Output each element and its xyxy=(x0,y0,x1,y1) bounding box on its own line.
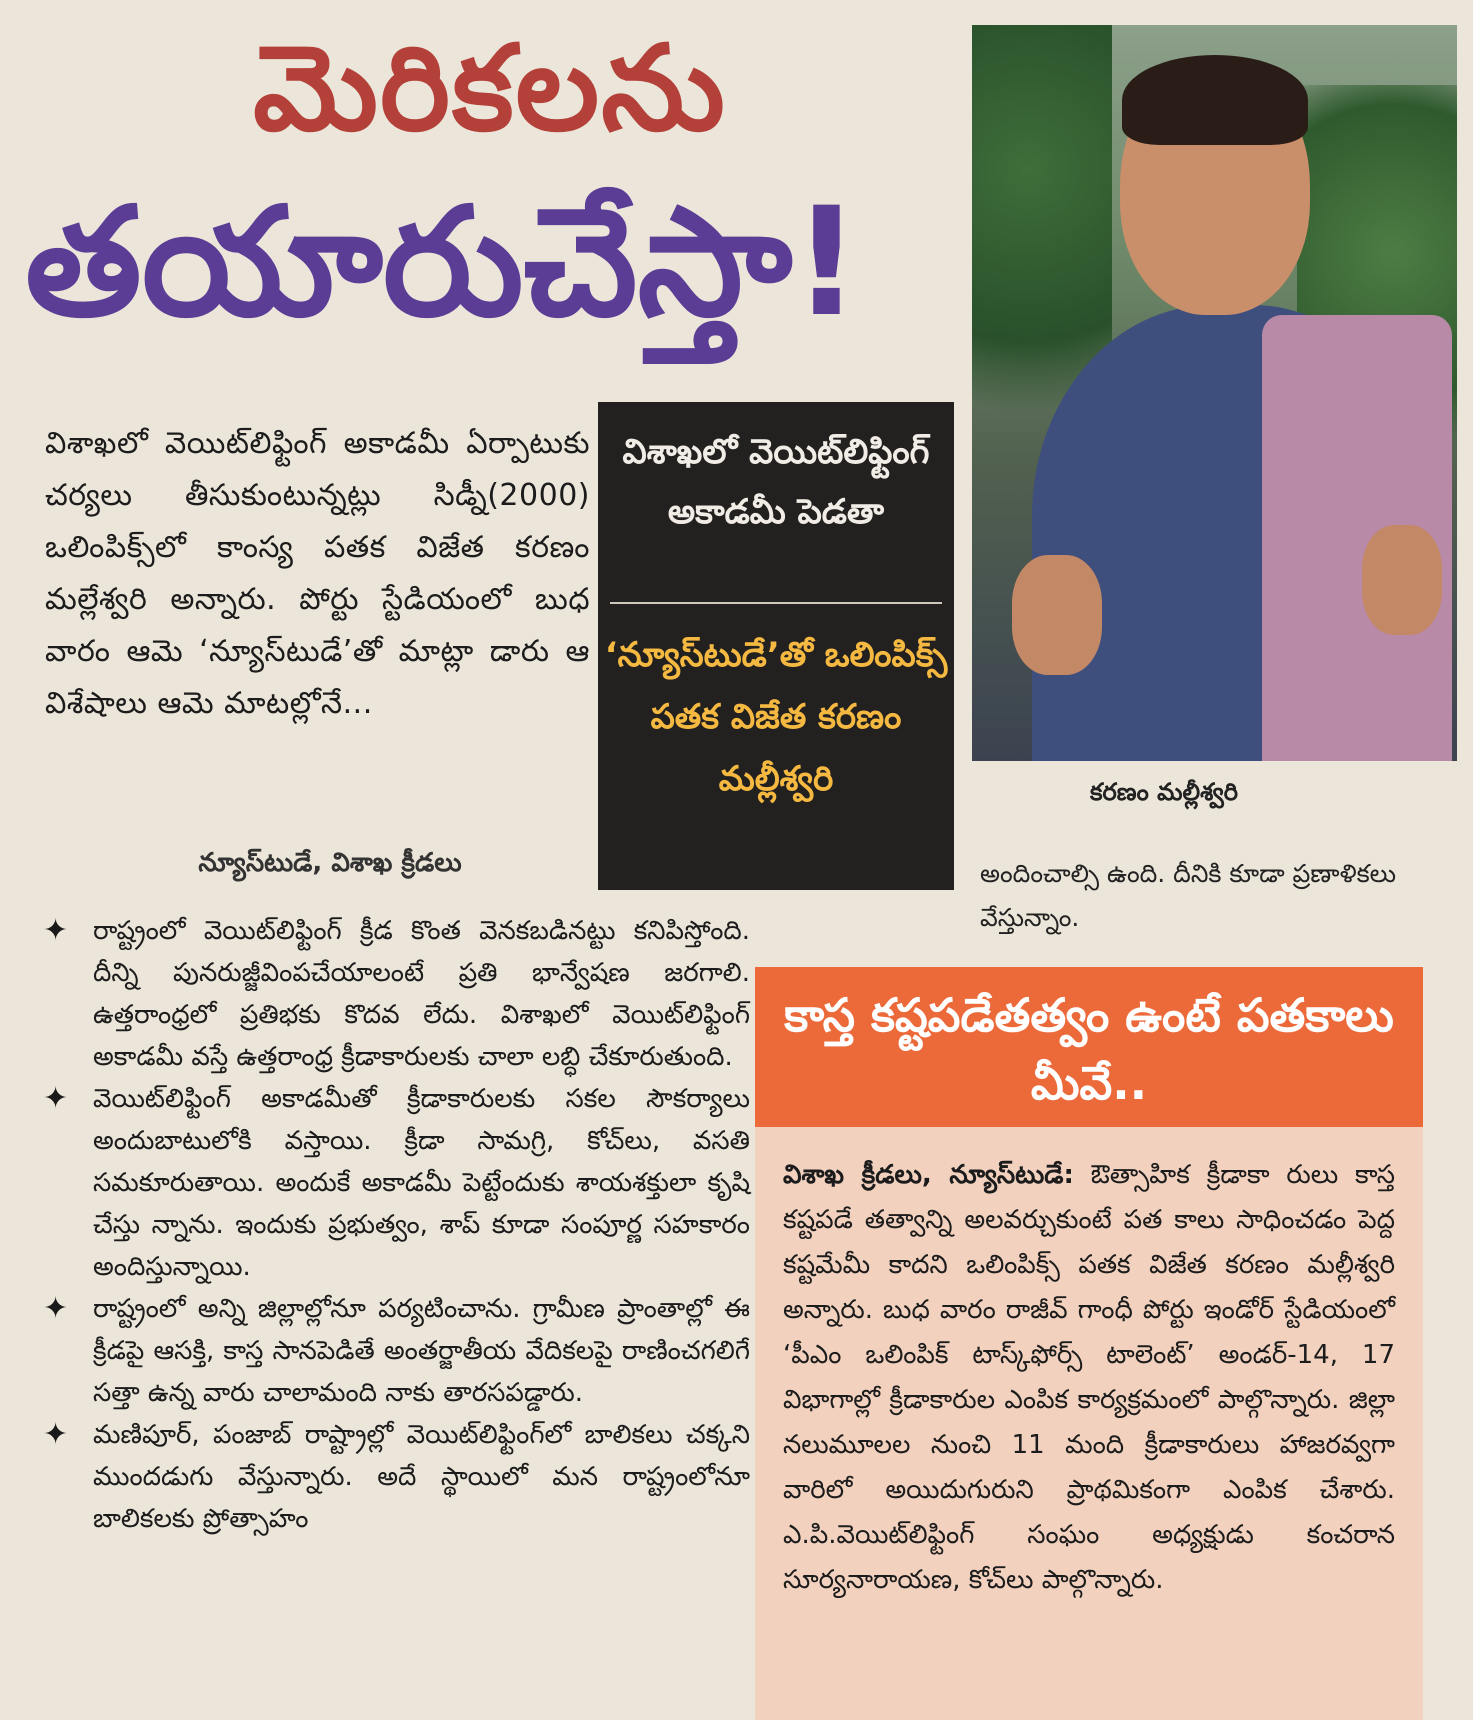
highlight-box xyxy=(598,402,954,890)
photo-hand-left xyxy=(1012,555,1102,675)
bullet-text: వెయిట్‌లిఫ్టింగ్ అకాడమీతో క్రీడాకారులకు సకల సౌకర్యాలు అందుబాటులోకి వస్తాయి. క్రీడా సామగ్రి, కోచ్‌లు, వసతి సమకూరుతాయి. అందుకే అకాడమీ పెట్టేందుకు శాయశక్తులా కృషి చేస్తు న్నాను. ఇందుకు ప్రభుత్వం, శాప్ కూడా సంపూర్ణ సహకారం అందిస్తున్నాయి. xyxy=(93,1084,750,1282)
sidebar-body-text: ఔత్సాహిక క్రీడాకా రులు కాస్త కష్టపడే తత్వాన్ని అలవర్చుకుంటే పత కాలు సాధించడం పెద్ద కష్టమేమీ కాదని ఒలింపిక్స్ పతక విజేత కరణం మల్లీశ్వరి అన్నారు. బుధ వారం రాజీవ్ గాంధీ పోర్టు ఇండోర్ స్టేడియంలో ‘పీఎం ఒలింపిక్ టాస్క్‌ఫోర్స్ టాలెంట్’ అండర్-14, 17 విభాగాల్లో క్రీడాకారుల ఎంపిక కార్యక్రమంలో పాల్గొన్నారు. జిల్లా నలుమూలల నుంచి 11 మంది క్రీడాకారులు హాజరవ్వగా వారిలో అయిదుగురుని ప్రాథమికంగా ఎంపిక చేశారు. ఎ.పి.వెయిట్‌లిఫ్టింగ్ సంఘం అధ్యక్షుడు కంచరాన సూర్యనారాయణ, కోచ్‌లు పాల్గొన్నారు. xyxy=(783,1160,1396,1595)
bullet-text: రాష్ట్రంలో వెయిట్‌లిఫ్టింగ్ క్రీడ కొంత వెనకబడినట్టు కనిపిస్తోంది. దీన్ని పునరుజ్జీవింపచేయాలంటే ప్రతి భాన్వేషణ జరగాలి. ఉత్తరాంధ్రలో ప్రతిభకు కొదవ లేదు. విశాఖలో వెయిట్‌లిఫ్టింగ్ అకాడమీ వస్తే ఉత్తరాంధ్ర క్రీడాకారులకు చాలా లబ్ధి చేకూరుతుంది. xyxy=(93,916,750,1072)
bullet-text: రాష్ట్రంలో అన్ని జిల్లాల్లోనూ పర్యటించాను. గ్రామీణ ప్రాంతాల్లో ఈ క్రీడపై ఆసక్తి, కాస్త సానపెడితే అంతర్జాతీయ వేదికలపై రాణించగలిగే సత్తా ఉన్న వారు చాలామంది నాకు తారసపడ్డారు. xyxy=(93,1294,750,1408)
diamond-star-icon: ✦ xyxy=(43,913,69,948)
highlight-divider xyxy=(610,602,942,604)
bullet-list xyxy=(35,910,750,1540)
byline: న్యూస్‌టుడే, విశాఖ క్రీడలు xyxy=(198,848,462,878)
bullet-text: మణిపూర్, పంజాబ్ రాష్ట్రాల్లో వెయిట్‌లిఫ్టింగ్‌లో బాలికలు చక్కని ముందడుగు వేస్తున్నారు. అదే స్థాయిలో మన రాష్ట్రంలోనూ బాలికలకు ప్రోత్సాహం xyxy=(93,1420,750,1534)
bullet-item xyxy=(35,910,750,1078)
photo-column-continuation: అందించాల్సి ఉంది. దీనికి కూడా ప్రణాళికలు వేస్తున్నాం. xyxy=(980,859,1397,932)
diamond-star-icon: ✦ xyxy=(43,1417,69,1452)
highlight-bottom-text: ‘న్యూస్‌టుడే’తో ఒలింపిక్స్ పతక విజేత కరణం మల్లీశ్వరి xyxy=(604,635,948,799)
diamond-star-icon: ✦ xyxy=(43,1081,69,1116)
photo-figure-hair xyxy=(1122,55,1308,145)
headline-line-1: మెరికలను xyxy=(253,19,727,157)
photo-hand-right xyxy=(1362,525,1442,635)
bullet-item xyxy=(35,1414,750,1540)
photo-caption: కరణం మల్లీశ్వరి xyxy=(1090,778,1238,806)
portrait-photo xyxy=(972,25,1457,761)
diamond-star-icon: ✦ xyxy=(43,1291,69,1326)
highlight-top-text: విశాఖలో వెయిట్‌లిఫ్టింగ్ అకాడమీ పెడతా xyxy=(622,432,930,532)
sidebar-title: కాస్త కష్టపడేతత్వం ఉంటే పతకాలు మీవే.. xyxy=(784,988,1394,1110)
bullet-item xyxy=(35,1078,750,1288)
sidebar-body-box xyxy=(755,1127,1423,1720)
sidebar-body xyxy=(783,1153,1395,1603)
bullet-item xyxy=(35,1288,750,1414)
headline-line-2: తయారుచేస్తా! xyxy=(25,176,861,350)
sidebar-title-box xyxy=(755,967,1423,1127)
intro-paragraph: విశాఖలో వెయిట్‌లిఫ్టింగ్ అకాడమీ ఏర్పాటుకు చర్యలు తీసుకుంటున్నట్లు సిడ్నీ(2000) ఒలింపిక్స్‌లో కాంస్య పతక విజేత కరణం మల్లేశ్వరి అన్నారు. పోర్టు స్టేడియంలో బుధ వారం ఆమె ‘న్యూస్‌టుడే’తో మాట్లా డారు ఆ విశేషాలు ఆమె మాటల్లోనే... xyxy=(45,426,590,721)
sidebar-dateline: విశాఖ క్రీడలు, న్యూస్‌టుడే: xyxy=(783,1160,1074,1190)
